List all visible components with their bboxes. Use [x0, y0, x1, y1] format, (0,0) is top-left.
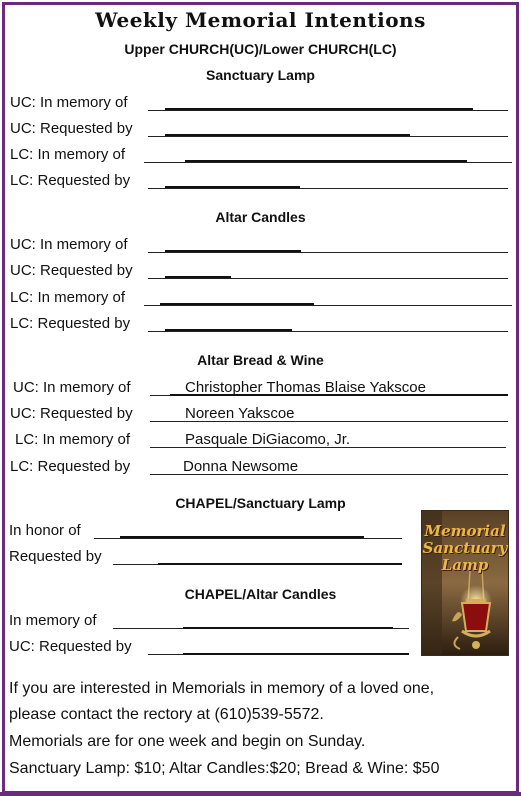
footer-line: If you are interested in Memorials in memory of a loved one, — [9, 680, 435, 697]
section-heading-altar-bread-wine: Altar Bread & Wine — [197, 352, 324, 368]
row-label: UC: In memory of — [10, 236, 128, 253]
row-label: LC: Requested by — [10, 458, 131, 475]
fill-line — [165, 329, 292, 331]
fill-line — [148, 278, 508, 279]
row-label: UC: Requested by — [10, 262, 133, 279]
row-label: UC: Requested by — [10, 120, 133, 137]
image-caption-line: Sanctuary — [422, 539, 508, 557]
row-label: In honor of — [9, 522, 81, 539]
row-label: UC: In memory of — [13, 379, 131, 396]
fill-line — [165, 108, 473, 110]
fill-line — [148, 188, 508, 189]
image-caption-line: Lamp — [441, 556, 489, 574]
fill-line — [144, 162, 512, 163]
fill-line — [170, 394, 508, 396]
section-heading-chapel-sanctuary-lamp: CHAPEL/Sanctuary Lamp — [175, 495, 346, 511]
row-value: Donna Newsome — [183, 458, 299, 475]
fill-line — [165, 134, 410, 136]
row-label: UC: Requested by — [9, 638, 132, 655]
page-subtitle: Upper CHURCH(UC)/Lower CHURCH(LC) — [124, 41, 397, 57]
fill-line — [148, 252, 508, 253]
row-label: UC: Requested by — [10, 405, 133, 422]
fill-line — [160, 303, 314, 305]
sanctuary-lamp-image — [421, 510, 509, 656]
page-title: Weekly Memorial Intentions — [95, 8, 426, 32]
fill-line — [165, 276, 231, 278]
row-label: LC: Requested by — [10, 315, 131, 332]
fill-line — [150, 447, 506, 448]
image-caption-line: Memorial — [424, 522, 506, 540]
row-label: LC: In memory of — [10, 146, 126, 163]
row-label: In memory of — [9, 612, 97, 629]
fill-line — [185, 160, 467, 162]
row-label: LC: In memory of — [10, 289, 126, 306]
footer-line: please contact the rectory at (610)539-5572. — [9, 706, 324, 723]
fill-line — [158, 563, 402, 565]
footer-line: Sanctuary Lamp: $10; Altar Candles:$20; Bread & Wine: $50 — [9, 760, 440, 777]
row-label: Requested by — [9, 548, 102, 565]
fill-line — [148, 331, 508, 332]
section-heading-chapel-altar-candles: CHAPEL/Altar Candles — [184, 586, 337, 602]
fill-line — [183, 653, 409, 655]
section-heading-altar-candles: Altar Candles — [215, 209, 306, 225]
row-label: LC: In memory of — [15, 431, 131, 448]
bottom-border-bar — [0, 792, 521, 796]
fill-line — [165, 186, 300, 188]
footer-line: Memorials are for one week and begin on Sunday. — [9, 733, 366, 750]
row-value: Pasquale DiGiacomo, Jr. — [185, 431, 351, 448]
fill-line — [165, 250, 301, 252]
fill-line — [183, 627, 393, 629]
row-value: Christopher Thomas Blaise Yakscoe — [185, 379, 426, 396]
section-heading-sanctuary-lamp: Sanctuary Lamp — [206, 67, 315, 83]
row-value: Noreen Yakscoe — [185, 405, 295, 422]
fill-line — [150, 474, 508, 475]
fill-line — [94, 538, 402, 539]
row-label: UC: In memory of — [10, 94, 128, 111]
fill-line — [148, 110, 508, 111]
fill-line — [120, 536, 364, 538]
fill-line — [150, 421, 508, 422]
row-label: LC: Requested by — [10, 172, 131, 189]
fill-line — [148, 136, 508, 137]
fill-line — [144, 305, 512, 306]
